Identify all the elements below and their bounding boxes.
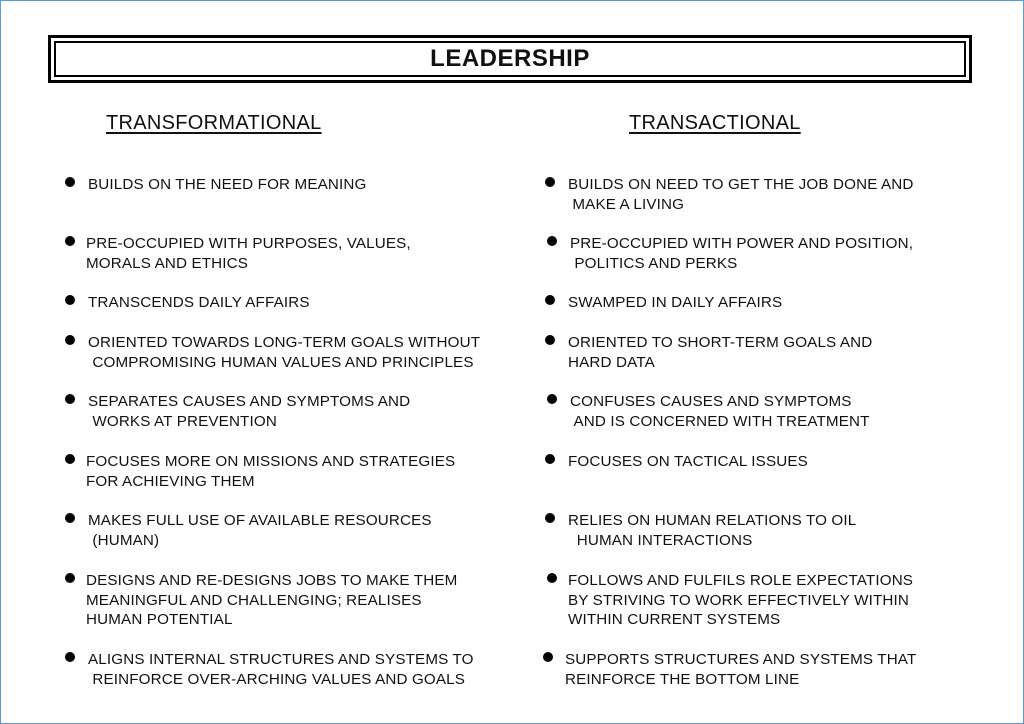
bullet-icon <box>545 454 555 464</box>
title-box <box>48 35 972 83</box>
transformational-item-5: SEPARATES CAUSES AND SYMPTOMS AND WORKS AT PREVENTION <box>88 393 411 430</box>
transactional-item-9: SUPPORTS STRUCTURES AND SYSTEMS THAT REINFORCE THE BOTTOM LINE <box>565 651 917 688</box>
bullet-icon <box>65 177 75 187</box>
transactional-item-6: FOCUSES ON TACTICAL ISSUES <box>568 453 808 470</box>
bullet-icon <box>545 177 555 187</box>
bullet-icon <box>547 236 557 246</box>
transactional-item-2: PRE-OCCUPIED WITH POWER AND POSITION, POLITICS AND PERKS <box>570 235 914 272</box>
transformational-item-8: DESIGNS AND RE-DESIGNS JOBS TO MAKE THEM MEANINGFUL AND CHALLENGING; REALISES HUMAN POTENTIAL <box>86 572 458 629</box>
transformational-heading: TRANSFORMATIONAL <box>106 112 322 134</box>
transactional-item-7: RELIES ON HUMAN RELATIONS TO OIL HUMAN INTERACTIONS <box>568 512 857 549</box>
transactional-item-1: BUILDS ON NEED TO GET THE JOB DONE AND MAKE A LIVING <box>568 176 914 213</box>
transformational-item-7: MAKES FULL USE OF AVAILABLE RESOURCES (HUMAN) <box>88 512 432 549</box>
bullet-icon <box>545 513 555 523</box>
transactional-item-8: FOLLOWS AND FULFILS ROLE EXPECTATIONS BY STRIVING TO WORK EFFECTIVELY WITHIN WITHIN CURRENT SYSTEMS <box>568 572 914 629</box>
bullet-icon <box>545 295 555 305</box>
title-inner-border <box>54 41 966 77</box>
transformational-item-4: ORIENTED TOWARDS LONG-TERM GOALS WITHOUT COMPROMISING HUMAN VALUES AND PRINCIPLES <box>88 334 481 371</box>
transformational-item-2: PRE-OCCUPIED WITH PURPOSES, VALUES, MORALS AND ETHICS <box>86 235 411 272</box>
transactional-item-3: SWAMPED IN DAILY AFFAIRS <box>568 294 783 311</box>
bullet-icon <box>65 513 75 523</box>
transactional-heading: TRANSACTIONAL <box>629 112 801 134</box>
transactional-item-5: CONFUSES CAUSES AND SYMPTOMS AND IS CONCERNED WITH TREATMENT <box>570 393 870 430</box>
transformational-item-3: TRANSCENDS DAILY AFFAIRS <box>88 294 310 311</box>
bullet-icon <box>65 236 75 246</box>
transformational-item-6: FOCUSES MORE ON MISSIONS AND STRATEGIES FOR ACHIEVING THEM <box>86 453 456 490</box>
bullet-icon <box>65 335 75 345</box>
transactional-item-4: ORIENTED TO SHORT-TERM GOALS AND HARD DATA <box>568 334 873 371</box>
bullet-icon <box>65 394 75 404</box>
bullet-icon <box>545 335 555 345</box>
bullet-icon <box>65 295 75 305</box>
page-title: LEADERSHIP <box>430 45 590 72</box>
bullet-icon <box>65 652 75 662</box>
bullet-icon <box>543 652 553 662</box>
transformational-item-9: ALIGNS INTERNAL STRUCTURES AND SYSTEMS TO REINFORCE OVER-ARCHING VALUES AND GOALS <box>88 651 474 688</box>
bullet-icon <box>547 573 557 583</box>
bullet-icon <box>547 394 557 404</box>
bullet-icon <box>65 454 75 464</box>
bullet-icon <box>65 573 75 583</box>
transformational-item-1: BUILDS ON THE NEED FOR MEANING <box>88 176 367 193</box>
